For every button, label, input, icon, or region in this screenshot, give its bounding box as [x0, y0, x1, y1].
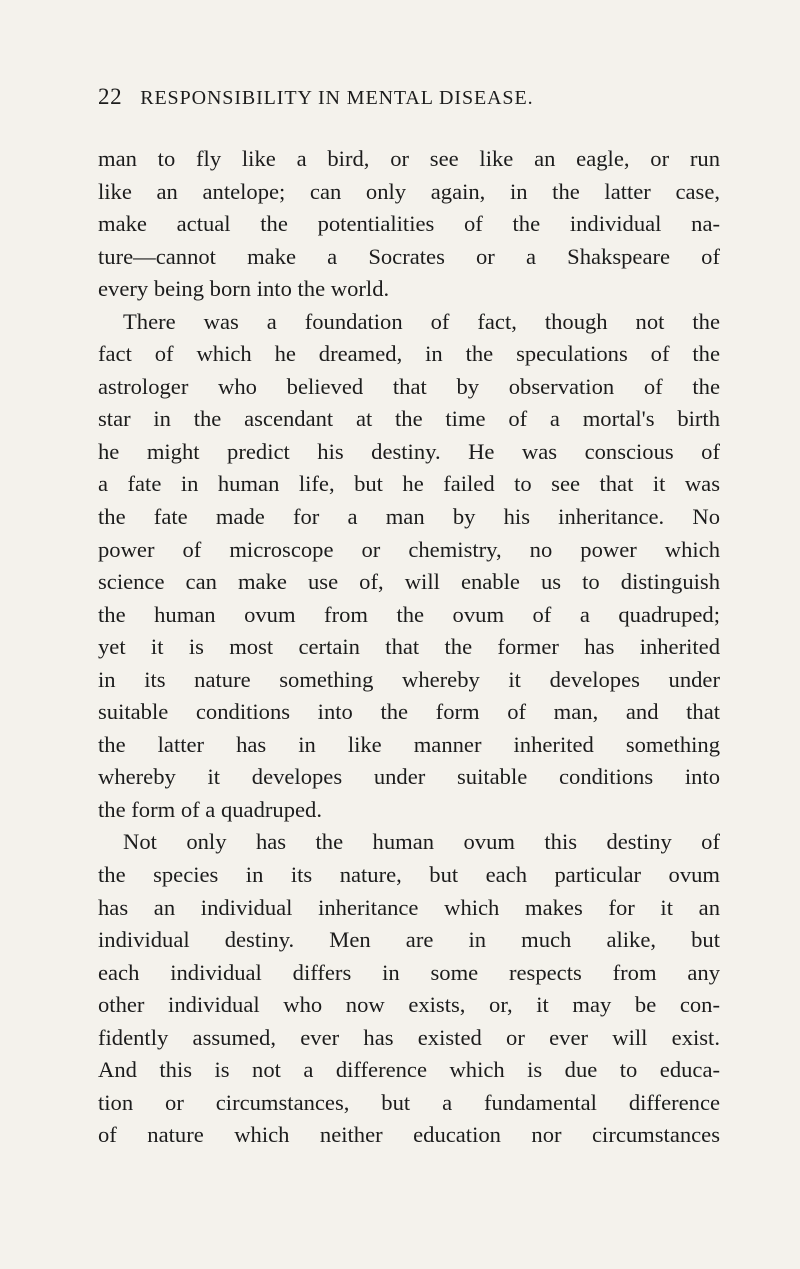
- running-title: RESPONSIBILITY IN MENTAL DISEASE.: [140, 87, 534, 109]
- text-line: has an individual inheritance which makes for it an: [98, 894, 720, 920]
- text-line: the fate made for a man by his inheritance. No: [98, 504, 720, 530]
- text-line: of nature which neither education nor circumstances: [98, 1122, 720, 1148]
- text-line: make actual the potentialities of the individual na-: [98, 211, 720, 237]
- text-line: he might predict his destiny. He was conscious of: [98, 438, 720, 464]
- text-line: individual destiny. Men are in much alike, but: [98, 927, 720, 953]
- text-line: in its nature something whereby it developes under: [98, 666, 720, 692]
- text-line: ture—cannot make a Socrates or a Shakspeare of: [98, 243, 720, 269]
- paragraph-start-line: Not only has the human ovum this destiny of: [123, 829, 720, 855]
- text-line: astrologer who believed that by observation of the: [98, 373, 720, 399]
- text-line: the human ovum from the ovum of a quadruped;: [98, 601, 720, 627]
- text-line: suitable conditions into the form of man, and that: [98, 699, 720, 725]
- text-line: power of microscope or chemistry, no power which: [98, 536, 720, 562]
- text-line: the form of a quadruped.: [98, 796, 322, 822]
- body-text: [98, 143, 720, 1152]
- text-line: fact of which he dreamed, in the speculations of the: [98, 341, 720, 367]
- text-line: other individual who now exists, or, it may be con-: [98, 992, 720, 1018]
- running-head: [98, 84, 738, 118]
- text-line: fidently assumed, ever has existed or ever will exist.: [98, 1024, 720, 1050]
- page-number: 22: [98, 84, 123, 109]
- text-line: tion or circumstances, but a fundamental difference: [98, 1089, 720, 1115]
- text-line: the latter has in like manner inherited something: [98, 731, 720, 757]
- text-line: star in the ascendant at the time of a mortal's birth: [98, 406, 720, 432]
- text-line: And this is not a difference which is due to educa-: [98, 1057, 720, 1083]
- text-line: each individual differs in some respects from any: [98, 959, 720, 985]
- text-line: man to fly like a bird, or see like an eagle, or run: [98, 146, 720, 171]
- text-line: science can make use of, will enable us to distinguish: [98, 569, 720, 595]
- text-line: whereby it developes under suitable conditions into: [98, 764, 720, 790]
- text-line: yet it is most certain that the former has inherited: [98, 634, 720, 660]
- paragraph-start-line: There was a foundation of fact, though not the: [123, 308, 720, 334]
- text-line: like an antelope; can only again, in the latter case,: [98, 178, 720, 204]
- text-line: every being born into the world.: [98, 276, 390, 302]
- text-line: a fate in human life, but he failed to see that it was: [98, 471, 720, 497]
- text-line: the species in its nature, but each particular ovum: [98, 862, 720, 888]
